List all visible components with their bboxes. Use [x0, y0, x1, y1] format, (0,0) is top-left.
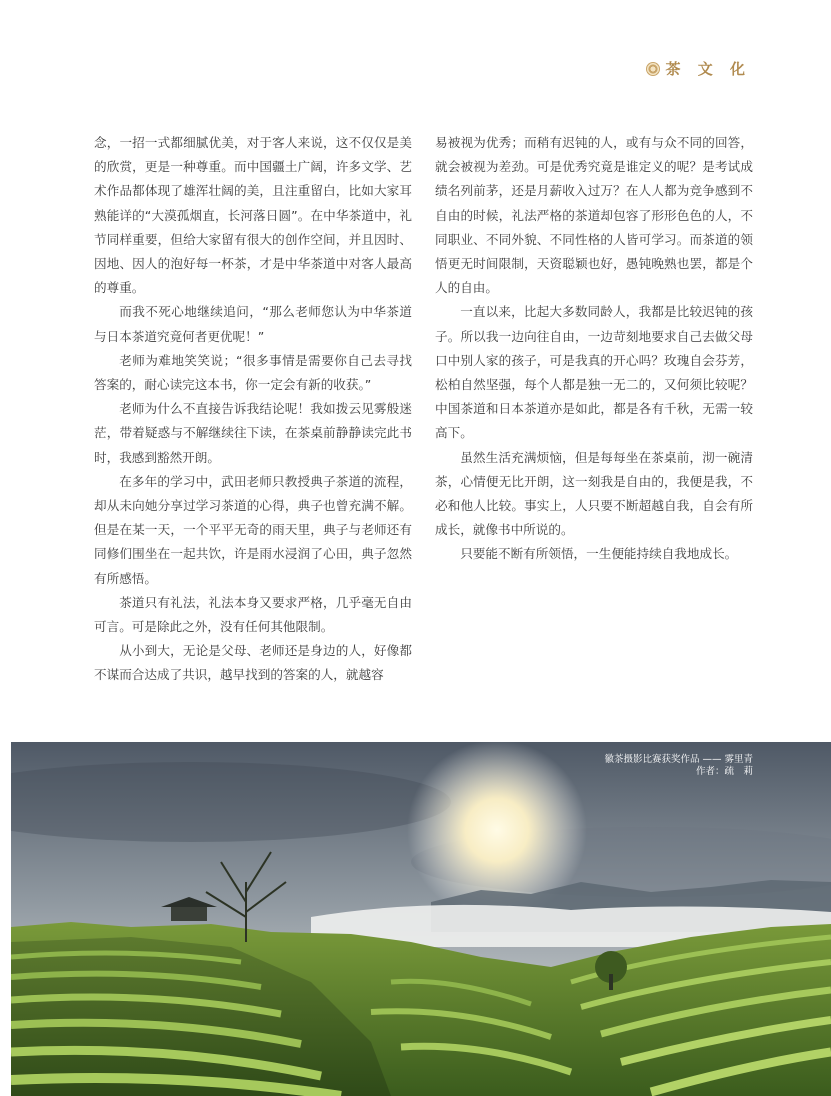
article-paragraph: 虽然生活充满烦恼，但是每每坐在茶桌前，沏一碗清茶，心情便无比开朗，这一刻我是自由的，我便是我，不必和他人比较。事实上，人只要不断超越自我，自会有所成长，就像书中所说的。: [435, 449, 753, 538]
article-paragraph: 从小到大，无论是父母、老师还是身边的人，好像都不谋而合达成了共识，越早找到的答案的人，就越容: [94, 643, 412, 683]
article-paragraph: 而我不死心地继续追问，“那么老师您认为中华茶道与日本茶道究竟何者更优呢！”: [94, 304, 412, 344]
article-paragraph: 只要能不断有所领悟，一生便能持续自我地成长。: [460, 546, 738, 562]
landscape-illustration: [11, 742, 831, 1096]
photo-caption-author: 作者：疏 莉: [695, 766, 753, 777]
article-column-left: [94, 131, 412, 688]
section-title: 茶 文 化: [665, 60, 751, 78]
article-paragraph: 念，一招一式都细腻优美，对于客人来说，这不仅仅是美的欣赏，更是一种尊重。而中国疆土广阔，许多文学、艺术作品都体现了雄浑壮阔的美，且注重留白，比如大家耳熟能详的“大漠孤烟直，长河落日圆”。在中华茶道中，礼节同样重要，但给大家留有很大的创作空间，并且因时、因地、因人的泡好每一杯茶，才是中华茶道中对客人最高的尊重。: [94, 135, 412, 296]
photo-caption: [604, 754, 753, 778]
article-paragraph: 一直以来，比起大多数同龄人，我都是比较迟钝的孩子。所以我一边向往自由，一边苛刻地要求自己去做父母口中别人家的孩子，可是我真的开心吗？玫瑰自会芬芳，松柏自然坚强，每个人都是独一无二的，又何须比较呢？中国茶道和日本茶道亦是如此，都是各有千秋，无需一较高下。: [435, 304, 753, 441]
article-paragraph: 老师为什么不直接告诉我结论呢！我如拨云见雾般迷茫，带着疑惑与不解继续往下读，在茶桌前静静读完此书时，我感到豁然开朗。: [94, 401, 412, 465]
decorative-circle-icon: [646, 62, 660, 76]
photo-caption-title: 徽茶摄影比赛获奖作品 —— 雾里青: [604, 754, 753, 765]
article-paragraph: 茶道只有礼法，礼法本身又要求严格，几乎毫无自由可言。可是除此之外，没有任何其他限制。: [94, 594, 412, 635]
article-paragraph: 老师为难地笑笑说；“很多事情是需要你自己去寻找答案的，耐心读完这本书，你一定会有新的收获。”: [94, 352, 412, 393]
section-header: [646, 58, 751, 79]
tea-garden-photo: [11, 742, 831, 1096]
article-paragraph: 易被视为优秀；而稍有迟钝的人，或有与众不同的回答，就会被视为差劲。可是优秀究竟是谁定义的呢？是考试成绩名列前茅，还是月薪收入过万？在人人都为竞争感到不自由的时候，礼法严格的茶道却包容了形形色色的人，不同职业、不同外貌、不同性格的人皆可学习。而茶道的领悟更无时间限制，天资聪颖也好，愚钝晚熟也罢，都是个人的自由。: [435, 135, 753, 296]
article-paragraph: 在多年的学习中，武田老师只教授典子茶道的流程，却从未向她分享过学习茶道的心得，典子也曾充满不解。但是在某一天，一个平平无奇的雨天里，典子与老师还有同修们围坐在一起共饮，许是雨水浸润了心田，典子忽然有所感悟。: [94, 473, 412, 586]
article-column-right: [435, 131, 753, 567]
